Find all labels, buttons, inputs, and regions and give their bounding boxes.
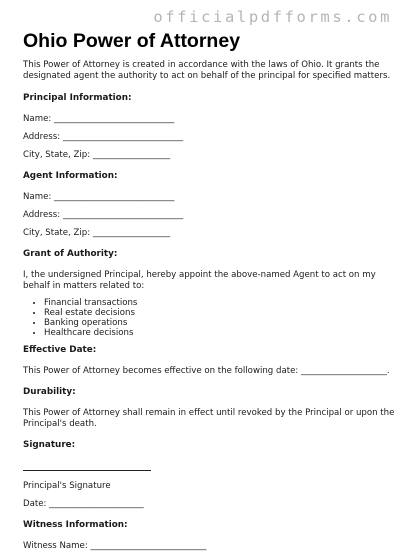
effective-date-heading: Effective Date: (23, 345, 97, 355)
signature-date-field[interactable]: Date: ______________________ (23, 499, 144, 509)
document-page (23, 30, 395, 559)
agent-address-field[interactable]: Address: ____________________________ (23, 210, 184, 220)
durability-paragraph: This Power of Attorney shall remain in effect until revoked by the Principal or upon the Principal's death. (23, 408, 395, 429)
witness-name-field[interactable]: Witness Name: ___________________________ (23, 541, 207, 551)
principal-heading: Principal Information: (23, 93, 132, 103)
witness-heading: Witness Information: (23, 520, 128, 530)
intro-paragraph: This Power of Attorney is created in accordance with the laws of Ohio. It grants the designated agent the authority to act on behalf of the principal for specified matters. (23, 60, 391, 81)
list-item: • Real estate decisions (44, 308, 395, 318)
document-title: Ohio Power of Attorney (23, 30, 241, 52)
list-item: • Financial transactions (44, 298, 395, 308)
principal-name-field[interactable]: Name: ____________________________ (23, 114, 175, 124)
agent-heading: Agent Information: (23, 171, 118, 181)
durability-heading: Durability: (23, 387, 76, 397)
grant-heading: Grant of Authority: (23, 249, 118, 259)
watermark: officialpdfforms.com (153, 8, 392, 26)
agent-city-field[interactable]: City, State, Zip: __________________ (23, 228, 171, 238)
effective-date-field[interactable]: This Power of Attorney becomes effective on the following date: ____________________. (23, 366, 390, 376)
list-item: • Healthcare decisions (44, 328, 395, 338)
signature-line[interactable] (23, 461, 151, 471)
principal-address-field[interactable]: Address: ____________________________ (23, 132, 184, 142)
list-item: • Banking operations (44, 318, 395, 328)
agent-name-field[interactable]: Name: ____________________________ (23, 192, 175, 202)
authority-list (23, 298, 395, 338)
grant-paragraph: I, the undersigned Principal, hereby appoint the above-named Agent to act on my behalf in matters related to: (23, 270, 376, 291)
principal-city-field[interactable]: City, State, Zip: __________________ (23, 150, 171, 160)
signature-heading: Signature: (23, 440, 76, 450)
signature-label: Principal's Signature (23, 481, 111, 491)
